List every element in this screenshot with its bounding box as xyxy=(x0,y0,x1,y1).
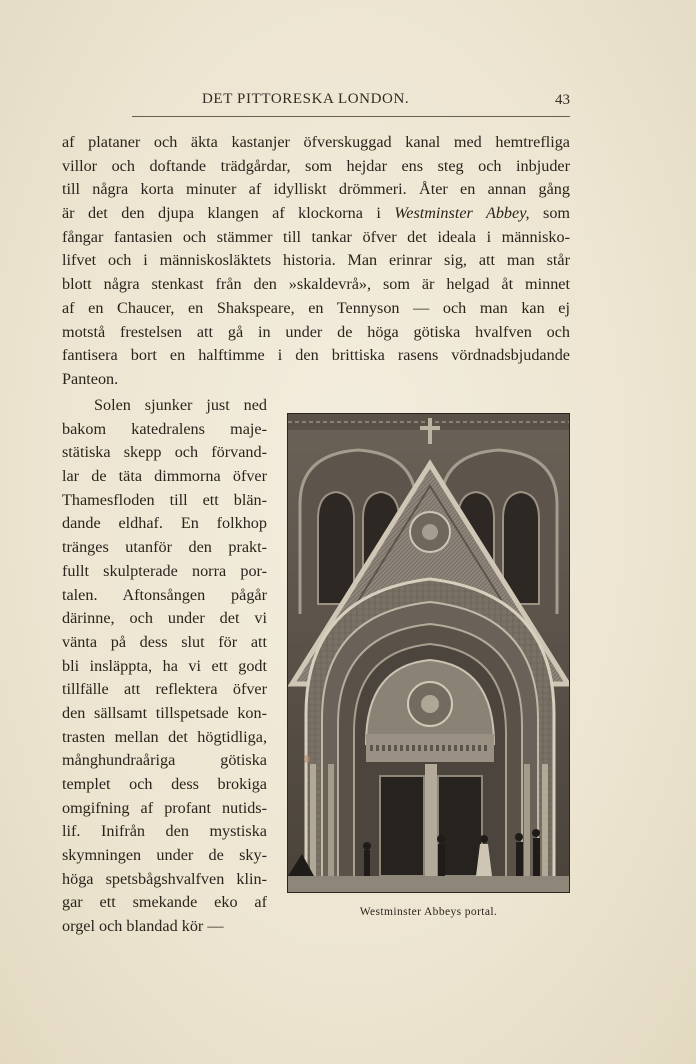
text-line: stätiska skepp och förvand- xyxy=(62,443,267,462)
text-line: villor och doftande trädgårdar, som hejdar ens steg och inbjuder xyxy=(62,156,570,175)
text-line-with-italic xyxy=(62,202,570,226)
text-line: lif. Inifrån den mystiska xyxy=(62,822,267,841)
text-line: vänta på dess slut för att xyxy=(62,632,267,651)
text-line: därinne, och under det vi xyxy=(62,609,267,628)
text-line: lifvet och i människosläktets historia. Man erinrar sig, att man står xyxy=(62,251,570,270)
text-line: tränges utanför den prakt- xyxy=(62,538,267,557)
paragraph-2 xyxy=(62,394,267,939)
running-title: DET PITTORESKA LONDON. xyxy=(202,91,410,107)
abbey-portal-illustration xyxy=(287,413,570,893)
text-line: trasten mellan det högtidliga, xyxy=(62,727,267,746)
text-line: Panteon. xyxy=(62,369,119,388)
text-line: bakom katedralens maje- xyxy=(62,419,267,438)
text-fragment: som xyxy=(543,204,570,223)
text-line: blott några stenkast från den »skaldevrå», som är helgad åt minnet xyxy=(62,275,570,294)
paper-stain xyxy=(304,755,310,763)
text-line: Thamesfloden till ett blän- xyxy=(62,490,267,509)
text-line: templet och dess brokiga xyxy=(62,775,267,793)
text-line: gar ett smekande eko af xyxy=(62,893,267,912)
text-line: den sällsamt tillspetsade kon- xyxy=(62,703,267,722)
figure-caption: Westminster Abbeys portal. xyxy=(359,906,498,918)
italic-title: Westminster Abbey, xyxy=(394,204,530,223)
text-line: dande eldhaf. En folkhop xyxy=(62,514,267,533)
header-rule xyxy=(132,116,570,117)
text-line: fantisera bort en halftimme i den brittiska rasens vördnadsbjudande xyxy=(62,346,570,365)
text-line: skymningen under de sky- xyxy=(62,846,267,865)
text-line: månghundraåriga götiska xyxy=(62,751,267,770)
text-line: fångar fantasien och stämmer till tankar öfver det ideala i människo- xyxy=(62,227,570,246)
text-line: till några korta minuter af idylliskt drömmeri. Åter en annan gång xyxy=(62,180,570,199)
text-line: bli insläppta, ha vi ett godt xyxy=(62,656,267,675)
text-line: höga spetsbågshvalfven klin- xyxy=(62,869,267,888)
text-line: af plataner och äkta kastanjer öfverskuggad kanal med hemtrefliga xyxy=(62,133,570,151)
text-line: motstå frestelsen att gå in under de höga götiska hvalfven och xyxy=(62,322,570,341)
text-line: lar de täta dimmorna öfver xyxy=(62,467,267,486)
text-line: af en Chaucer, en Shakspeare, en Tennyson — och man kan ej xyxy=(62,298,570,317)
page-header xyxy=(62,88,570,114)
text-line: fullt skulpterade norra por- xyxy=(62,561,267,580)
page-number: 43 xyxy=(555,92,570,108)
paragraph-1 xyxy=(62,131,570,392)
text-line: Solen sjunker just ned xyxy=(94,396,267,414)
text-fragment: är det den djupa klangen af klockorna i xyxy=(62,204,381,223)
text-line: omgifning af profant nutids- xyxy=(62,798,267,817)
text-line: tillfälle att reflektera öfver xyxy=(62,680,267,699)
text-line: talen. Aftonsången pågår xyxy=(62,585,267,604)
text-line: orgel och blandad kör — xyxy=(62,917,224,936)
